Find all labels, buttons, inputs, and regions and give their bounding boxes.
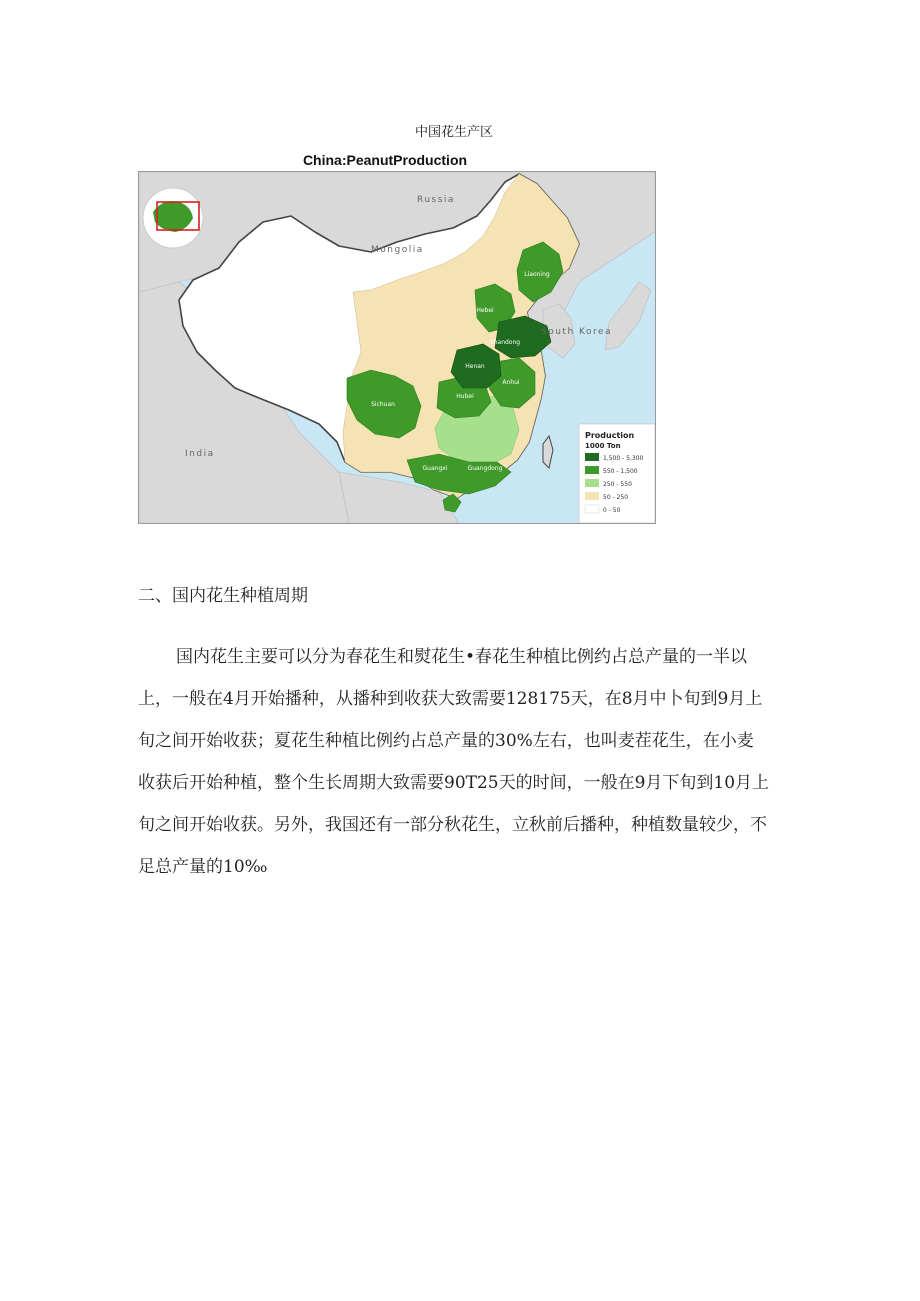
legend-title: Production [585, 431, 635, 440]
country-label-south-korea: South Korea [541, 327, 613, 337]
province-label-hubei: Hubei [456, 393, 474, 400]
map-svg [139, 172, 655, 523]
taiwan-island [543, 436, 553, 468]
map-title: China:PeanutProduction [302, 152, 468, 168]
province-label-guangxi: Guangxi [422, 465, 448, 472]
country-label-mongolia: Mongolia [371, 245, 424, 255]
legend-swatch-550-1500 [585, 466, 599, 474]
province-label-sichuan: Sichuan [371, 401, 395, 408]
province-label-anhui: Anhui [502, 379, 520, 386]
map-legend [579, 424, 655, 523]
province-label-hebei: Hebei [476, 307, 494, 314]
province-label-liaoning: Liaoning [524, 271, 550, 278]
globe-inset [143, 188, 203, 248]
country-label-russia: Russia [417, 195, 455, 205]
body-text [138, 636, 770, 888]
legend-label-50-250: 50 - 250 [603, 494, 629, 501]
legend-label-250-550: 250 - 550 [603, 481, 632, 488]
map-caption-chinese: 中国花生产区 [414, 125, 493, 140]
legend-subtitle: 1000 Ton [585, 442, 621, 450]
province-label-guangdong: Guangdong [467, 465, 503, 472]
body-paragraph: 国内花生主要可以分为春花生和熨花生•春花生种植比例约占总产量的一半以上，一般在4月开始播种，从播种到收获大致需要128175天，在8月中卜旬到9月上旬之间开始收获；夏花生种植比例约占总产量的30%左右，也叫麦茬花生，在小麦收获后开始种植，整个生长周期大致需要90T25天的时间，一般在9月下旬到10月上旬之间开始收获。另外，我国还有一部分秋花生，立秋前后播种，种植数量较少，不足总产量的10‰ [138, 647, 770, 877]
legend-swatch-250-550 [585, 479, 599, 487]
province-label-shandong: Shandong [489, 339, 521, 346]
japan-islands [605, 282, 651, 350]
country-label-india: India [185, 449, 215, 459]
legend-label-1500-5300: 1,500 - 5,300 [603, 455, 644, 462]
peanut-production-map [138, 171, 656, 524]
legend-swatch-1500-5300 [585, 453, 599, 461]
legend-swatch-0-50 [585, 505, 599, 513]
legend-label-550-1500: 550 - 1,500 [603, 468, 638, 475]
legend-swatch-50-250 [585, 492, 599, 500]
legend-label-0-50: 0 - 50 [603, 507, 621, 514]
province-label-henan: Henan [465, 363, 485, 370]
section-heading: 二、国内花生种植周期 [138, 586, 308, 606]
